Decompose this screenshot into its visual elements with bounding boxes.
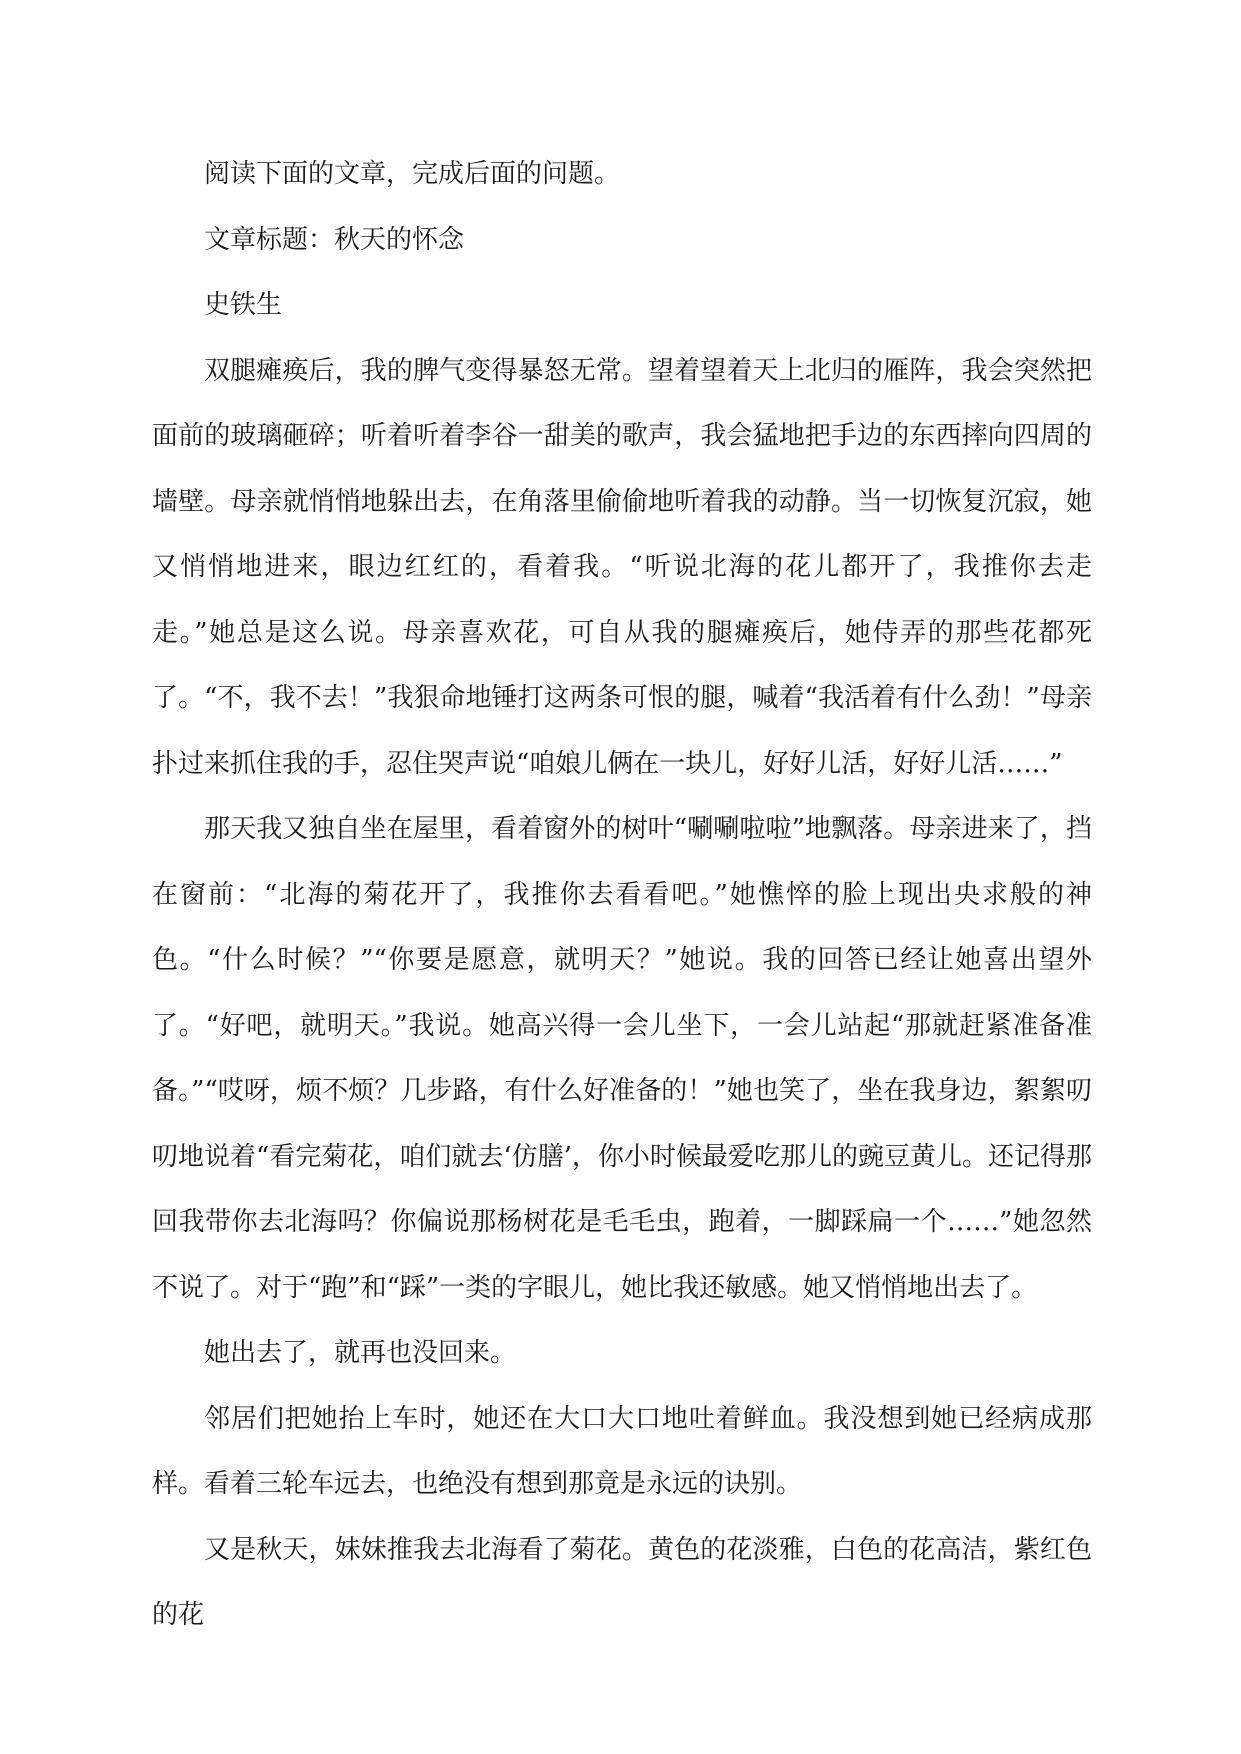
paragraph: 又是秋天，妹妹推我去北海看了菊花。黄色的花淡雅，白色的花高洁，紫红色的花 (152, 1534, 1092, 1630)
article-author: 史铁生 (204, 290, 283, 320)
paragraph: 她出去了，就再也没回来。 (204, 1338, 517, 1368)
article-body (152, 142, 1092, 1649)
paragraph: 邻居们把她抬上车时，她还在大口大口地吐着鲜血。我没想到她已经病成那样。看着三轮车远去，也绝没有想到那竟是永远的诀别。 (152, 1403, 1092, 1499)
paragraph: 那天我又独自坐在屋里，看着窗外的树叶“唰唰啦啦”地飘落。母亲进来了，挡在窗前：“北海的菊花开了，我推你去看看吧。”她憔悴的脸上现出央求般的神色。“什么时候？”“你要是愿意，就明天？”她说。我的回答已经让她喜出望外了。“好吧，就明天。”我说。她高兴得一会儿坐下，一会儿站起“那就赶紧准备准备。”“哎呀，烦不烦？几步路，有什么好准备的！”她也笑了，坐在我身边，絮絮叨叨地说着“看完菊花，咱们就去‘仿膳’，你小时候最爱吃那儿的豌豆黄儿。还记得那回我带你去北海吗？你偏说那杨树花是毛毛虫，跑着，一脚踩扁一个……”她忽然不说了。对于“跑”和“踩”一类的字眼儿，她比我还敏感。她又悄悄地出去了。 (152, 814, 1092, 1303)
paragraph: 双腿瘫痪后，我的脾气变得暴怒无常。望着望着天上北归的雁阵，我会突然把面前的玻璃砸碎；听着听着李谷一甜美的歌声，我会猛地把手边的东西摔向四周的墙壁。母亲就悄悄地躲出去，在角落里偷偷地听着我的动静。当一切恢复沉寂，她又悄悄地进来，眼边红红的，看着我。“听说北海的花儿都开了，我推你去走走。”她总是这么说。母亲喜欢花，可自从我的腿瘫痪后，她侍弄的那些花都死了。“不，我不去！”我狠命地锤打这两条可恨的腿，喊着“我活着有什么劲！”母亲扑过来抓住我的手，忍住哭声说“咱娘儿俩在一块儿，好好儿活，好好儿活……” (152, 355, 1092, 779)
reading-instruction: 阅读下面的文章，完成后面的问题。 (204, 159, 621, 189)
article-title-line: 文章标题：秋天的怀念 (204, 224, 465, 255)
